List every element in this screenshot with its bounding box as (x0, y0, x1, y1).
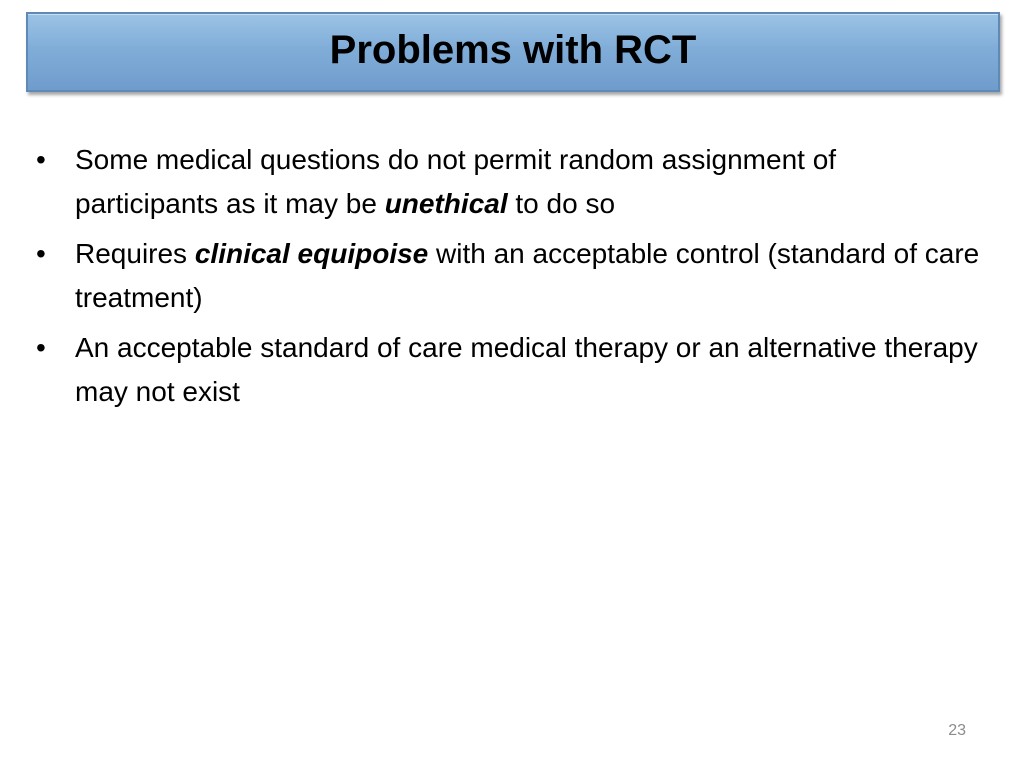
bullet-item (36, 326, 986, 414)
bullet-text-end: to do so (507, 188, 616, 219)
bullet-text: An acceptable standard of care medical therapy or an alternative therapy may not exist (75, 332, 978, 407)
page-number: 23 (948, 722, 966, 739)
title-bar (26, 12, 1000, 92)
bullet-icon: • (36, 144, 46, 175)
bullet-item (36, 138, 986, 226)
bullet-item (36, 232, 986, 320)
bullet-emphasis: unethical (384, 188, 508, 219)
bullet-emphasis: clinical equipoise (194, 238, 429, 269)
bullet-list (36, 138, 986, 420)
slide-title: Problems with RCT (329, 27, 697, 72)
bullet-text-end: with an acceptable control (standard of care treatment) (75, 238, 980, 313)
bullet-text: Requires (75, 238, 195, 269)
bullet-icon: • (36, 238, 46, 269)
bullet-text: Some medical questions do not permit random assignment of participants as it may be (75, 144, 837, 219)
bullet-icon: • (36, 332, 46, 363)
